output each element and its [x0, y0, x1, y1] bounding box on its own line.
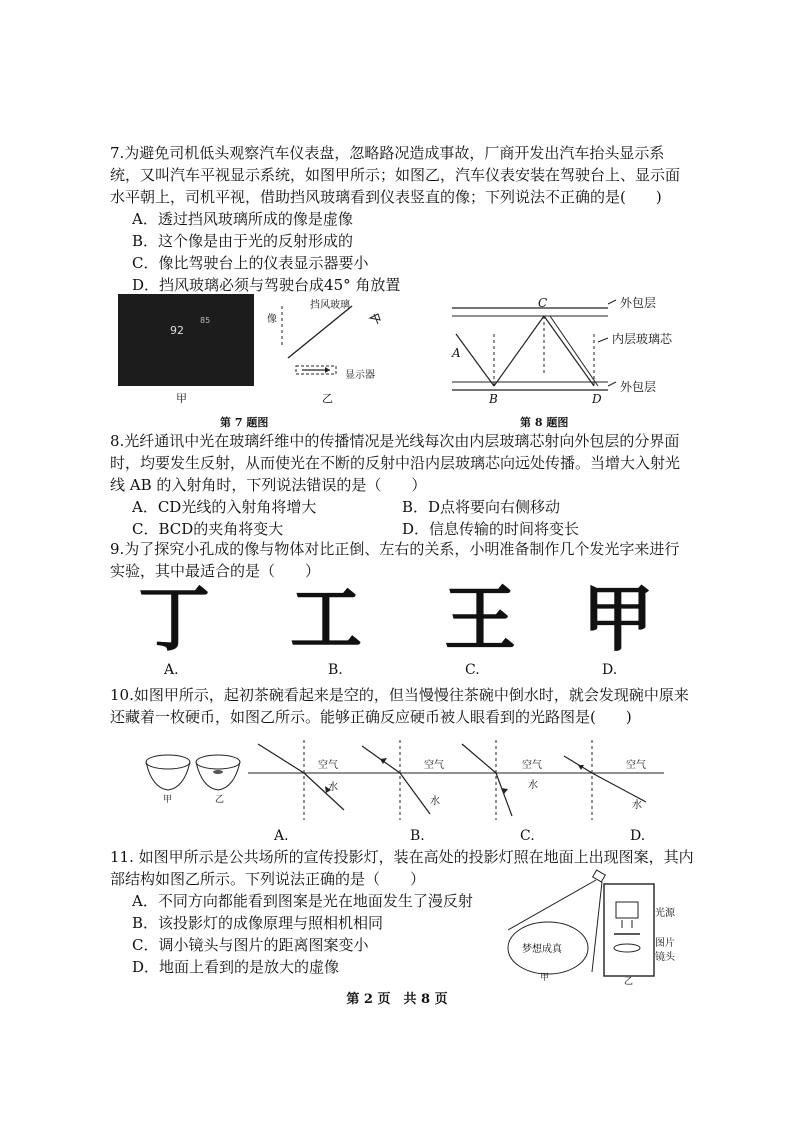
q11-picture-label: 图片	[655, 938, 675, 949]
q10-label-d: D.	[630, 828, 646, 844]
q7-option-d: D．挡风玻璃必须与驾驶台成45° 角放置	[132, 276, 401, 294]
q10-air-c: 空气	[522, 760, 542, 771]
q7-photo-number: 92	[170, 324, 184, 337]
q8-caption: 第 8 题图	[520, 416, 569, 429]
question-7	[110, 142, 690, 296]
q9-char-row	[110, 576, 690, 661]
q10-bowls	[144, 748, 244, 804]
question-10	[110, 684, 690, 728]
q11-option-c: C．调小镜头与图片的距离图案变小	[132, 936, 369, 954]
q10-water-b: 水	[430, 796, 440, 807]
q8-option-a: A．CD光线的入射角将增大	[132, 498, 317, 516]
q10-air-a: 空气	[318, 760, 338, 771]
q9-char-c: 王	[444, 576, 517, 661]
q10-bowl-yi: 乙	[215, 795, 225, 805]
q8-label-a: A	[452, 346, 461, 360]
q11-pattern-text: 梦想成真	[522, 944, 562, 955]
q7-caption: 第 7 题图	[220, 416, 269, 429]
q10-air-d: 空气	[626, 760, 646, 771]
q11-options	[110, 890, 510, 978]
q11-jia-label: 甲	[540, 973, 550, 983]
q8-ray-bc	[494, 316, 544, 386]
q11-light-label: 光源	[655, 908, 675, 919]
q8-label-d: D	[592, 392, 602, 406]
q8-label-b: B	[489, 392, 498, 406]
q9-label-c: C.	[465, 662, 480, 678]
question-8	[110, 430, 690, 540]
q7-stem: 7.为避免司机低头观察汽车仪表盘，忽略路况造成事故，厂商开发出汽车抬头显示系统，又叫汽车平视显示系统，如图甲所示；如图乙，汽车仪表安装在驾驶台上、显示面水平朝上，司机平视，借助挡风玻璃看到仪表竖直的像；下列说法不正确的是( )	[110, 144, 681, 206]
q9-stem: 9.为了探究小孔成的像与物体对比正倒、左右的关系，小明准备制作几个发光字来进行实验，其中最适合的是（ ）	[110, 540, 680, 580]
q7-photo-small: 85	[200, 316, 211, 325]
q7-windshield-line	[288, 306, 352, 358]
page-footer: 第 2 页 共 8 页	[346, 992, 448, 1007]
q7-label-display: 显示器	[345, 370, 375, 381]
q8-stem: 8.光纤通讯中光在玻璃纤维中的传播情况是光线每次由内层玻璃芯射向外包层的分界面时，均要发生反射，从而使光在不断的反射中沿内层玻璃芯向远处传播。当增大入射光线 AB 的入射角时，下列说法错误的是（ ）	[110, 432, 681, 494]
q7-option-b: B．这个像是由于光的反射形成的	[132, 232, 354, 250]
q8-option-c: C．BCD的夹角将变大	[132, 520, 284, 538]
q7-label-image: 像	[267, 314, 277, 325]
q9-char-a: 丁	[138, 576, 211, 661]
q7-label-yi: 乙	[322, 392, 333, 405]
eye-icon	[370, 314, 380, 324]
q8-ray-ab	[456, 334, 494, 386]
q8-label-outer-top: 外包层	[620, 296, 657, 310]
q11-option-a: A．不同方向都能看到图案是光在地面发生了漫反射	[132, 892, 473, 910]
q9-label-b: B.	[328, 662, 343, 678]
q8-option-b: B．D点将要向右侧移动	[402, 498, 561, 516]
q10-water-a: 水	[328, 782, 338, 793]
q7-option-a: A．透过挡风玻璃所成的像是虚像	[132, 210, 353, 228]
q8-fiber-diagram	[448, 294, 618, 406]
q7-option-c: C．像比驾驶台上的仪表显示器要小	[132, 254, 369, 272]
q8-ray-cd	[544, 316, 594, 386]
q11-option-b: B．该投影灯的成像原理与照相机相同	[132, 914, 384, 932]
q8-option-d: D．信息传输的时间将变长	[402, 520, 580, 538]
q10-label-a: A.	[274, 828, 289, 844]
q11-stem: 11. 如图甲所示是公共场所的宣传投影灯，装在高处的投影灯照在地面上出现图案，其内部结构如图乙所示。下列说法正确的是（ ）	[110, 848, 694, 888]
q9-label-d: D.	[602, 662, 618, 678]
q10-label-b: B.	[410, 828, 425, 844]
q7-photo	[118, 294, 254, 386]
q10-stem: 10.如图甲所示，起初茶碗看起来是空的，但当慢慢往茶碗中倒水时，就会发现碗中原来还藏着一枚硬币，如图乙所示。能够正确反应硬币被人眼看到的光路图是( )	[110, 686, 689, 726]
q9-label-a: A.	[164, 662, 179, 678]
q10-bowl-jia: 甲	[163, 795, 173, 805]
q9-char-b: 工	[290, 576, 363, 661]
q10-air-b: 空气	[424, 760, 444, 771]
q8-label-c: C	[538, 296, 548, 310]
q7-label-jia: 甲	[176, 392, 187, 405]
q10-diagram-c	[456, 740, 560, 820]
q10-water-c: 水	[528, 780, 538, 791]
q11-yi-label: 乙	[624, 977, 634, 987]
q10-label-c: C.	[520, 828, 535, 844]
q10-diagram-b	[352, 740, 456, 820]
q11-lens-label: 镜头	[655, 952, 675, 963]
q8-label-inner: 内层玻璃芯	[612, 332, 673, 346]
q7-label-windshield: 挡风玻璃	[310, 300, 350, 311]
q10-diagram-d	[560, 740, 664, 820]
q11-option-d: D．地面上看到的是放大的虚像	[132, 958, 340, 976]
q11-projector-diagram	[500, 868, 700, 984]
q10-water-d: 水	[632, 800, 642, 811]
q9-char-d: 甲	[582, 576, 655, 661]
q8-label-outer-bottom: 外包层	[620, 380, 657, 394]
